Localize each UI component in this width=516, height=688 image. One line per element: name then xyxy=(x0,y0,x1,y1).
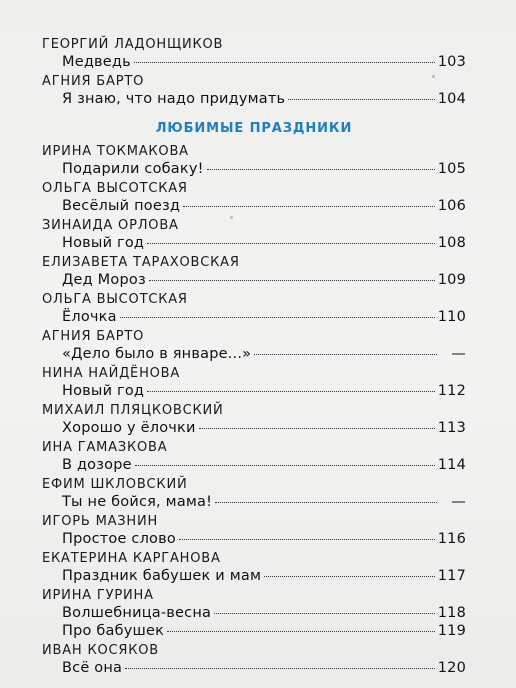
toc-group xyxy=(42,254,466,289)
toc-group xyxy=(42,143,466,178)
toc-entry xyxy=(42,345,466,363)
entry-title: Весёлый поезд xyxy=(62,198,181,214)
toc-entry xyxy=(42,160,466,178)
dot-leader xyxy=(264,576,435,577)
toc-entry xyxy=(42,53,466,71)
entry-page: — xyxy=(451,346,466,362)
toc-entry xyxy=(42,234,466,252)
dot-leader xyxy=(120,317,435,318)
entry-title: Я знаю, что надо придумать xyxy=(62,91,286,107)
toc-entry xyxy=(42,567,466,585)
entry-page: 118 xyxy=(437,605,466,621)
author-name: МИХАИЛ ПЛЯЦКОВСКИЙ xyxy=(42,403,224,418)
author-name: ЕЛИЗАВЕТА ТАРАХОВСКАЯ xyxy=(42,255,240,270)
toc-group xyxy=(42,36,466,71)
author-name: АГНИЯ БАРТО xyxy=(42,74,145,89)
toc-group xyxy=(42,328,466,363)
dot-leader xyxy=(179,539,435,540)
dot-leader xyxy=(207,169,435,170)
author-name: ОЛЬГА ВЫСОТСКАЯ xyxy=(42,181,188,196)
toc-entry xyxy=(42,90,466,108)
entry-page: — xyxy=(451,494,466,510)
author-name: ГЕОРГИЙ ЛАДОНЩИКОВ xyxy=(42,37,224,52)
toc-group xyxy=(42,642,466,677)
toc-group xyxy=(42,291,466,326)
dot-leader xyxy=(183,206,435,207)
toc-entry xyxy=(42,456,466,474)
toc-entry xyxy=(42,308,466,326)
entry-page: 116 xyxy=(437,531,466,547)
entry-title: Новый год xyxy=(62,383,145,399)
entry-title: Праздник бабушек и мам xyxy=(62,568,262,584)
toc-group xyxy=(42,587,466,640)
dot-leader xyxy=(125,668,435,669)
entry-page: 113 xyxy=(437,420,466,436)
toc-entry xyxy=(42,197,466,215)
entry-page: 120 xyxy=(437,660,466,676)
author-name: ИГОРЬ МАЗНИН xyxy=(42,514,159,529)
toc-group xyxy=(42,73,466,108)
entry-title: Про бабушек xyxy=(62,623,165,639)
toc-group xyxy=(42,180,466,215)
dot-leader xyxy=(147,391,435,392)
entry-page: 119 xyxy=(437,623,466,639)
author-name: ИНА ГАМАЗКОВА xyxy=(42,440,168,455)
toc-group xyxy=(42,402,466,437)
entry-page: 105 xyxy=(437,161,466,177)
dot-leader xyxy=(254,354,437,355)
entry-page: 106 xyxy=(437,198,466,214)
author-name: ЕФИМ ШКЛОВСКИЙ xyxy=(42,477,188,492)
toc-entry xyxy=(42,659,466,677)
toc-entry xyxy=(42,604,466,622)
toc-entry xyxy=(42,493,466,511)
entry-title: Волшебница-весна xyxy=(62,605,212,621)
dot-leader xyxy=(135,465,435,466)
entry-title: «Дело было в январе...» xyxy=(62,346,252,362)
toc-entry xyxy=(42,271,466,289)
dot-leader xyxy=(214,613,435,614)
entry-title: Хорошо у ёлочки xyxy=(62,420,196,436)
section-title: ЛЮБИМЫЕ ПРАЗДНИКИ xyxy=(155,121,353,136)
author-name: ИВАН КОСЯКОВ xyxy=(42,643,159,658)
toc-group xyxy=(42,513,466,548)
entry-title: Новый год xyxy=(62,235,145,251)
author-name: ИРИНА ГУРИНА xyxy=(42,588,154,603)
author-name: АГНИЯ БАРТО xyxy=(42,329,145,344)
toc-group xyxy=(42,550,466,585)
toc-group xyxy=(42,476,466,511)
entry-page: 109 xyxy=(437,272,466,288)
entry-page: 112 xyxy=(437,383,466,399)
dot-leader xyxy=(149,280,435,281)
toc-group xyxy=(42,439,466,474)
paper-speck xyxy=(432,75,435,78)
dot-leader xyxy=(167,631,435,632)
entry-title: В дозоре xyxy=(62,457,132,473)
dot-leader xyxy=(147,243,435,244)
entry-page: 117 xyxy=(437,568,466,584)
entry-title: Ты не бойся, мама! xyxy=(62,494,213,510)
entry-page: 103 xyxy=(437,54,466,70)
dot-leader xyxy=(199,428,435,429)
paper-speck xyxy=(230,216,233,219)
author-name: ЕКАТЕРИНА КАРГАНОВА xyxy=(42,551,221,566)
toc-entry xyxy=(42,419,466,437)
toc-group xyxy=(42,365,466,400)
dot-leader xyxy=(288,99,434,100)
toc-entry xyxy=(42,530,466,548)
entry-title: Ёлочка xyxy=(62,309,117,325)
entry-title: Дед Мороз xyxy=(62,272,146,288)
entry-page: 108 xyxy=(437,235,466,251)
author-name: ЗИНАИДА ОРЛОВА xyxy=(42,218,179,233)
dot-leader xyxy=(215,502,437,503)
toc-entry xyxy=(42,622,466,640)
table-of-contents xyxy=(42,36,466,677)
dot-leader xyxy=(134,62,435,63)
entry-page: 110 xyxy=(437,309,466,325)
author-name: ОЛЬГА ВЫСОТСКАЯ xyxy=(42,292,188,307)
entry-page: 104 xyxy=(437,91,466,107)
entry-title: Подарили собаку! xyxy=(62,161,204,177)
entry-title: Простое слово xyxy=(62,531,176,547)
entry-page: 114 xyxy=(437,457,466,473)
author-name: НИНА НАЙДЁНОВА xyxy=(42,366,181,381)
toc-group xyxy=(42,217,466,252)
toc-entry xyxy=(42,382,466,400)
author-name: ИРИНА ТОКМАКОВА xyxy=(42,144,189,159)
entry-title: Медведь xyxy=(62,54,131,70)
entry-title: Всё она xyxy=(62,660,123,676)
